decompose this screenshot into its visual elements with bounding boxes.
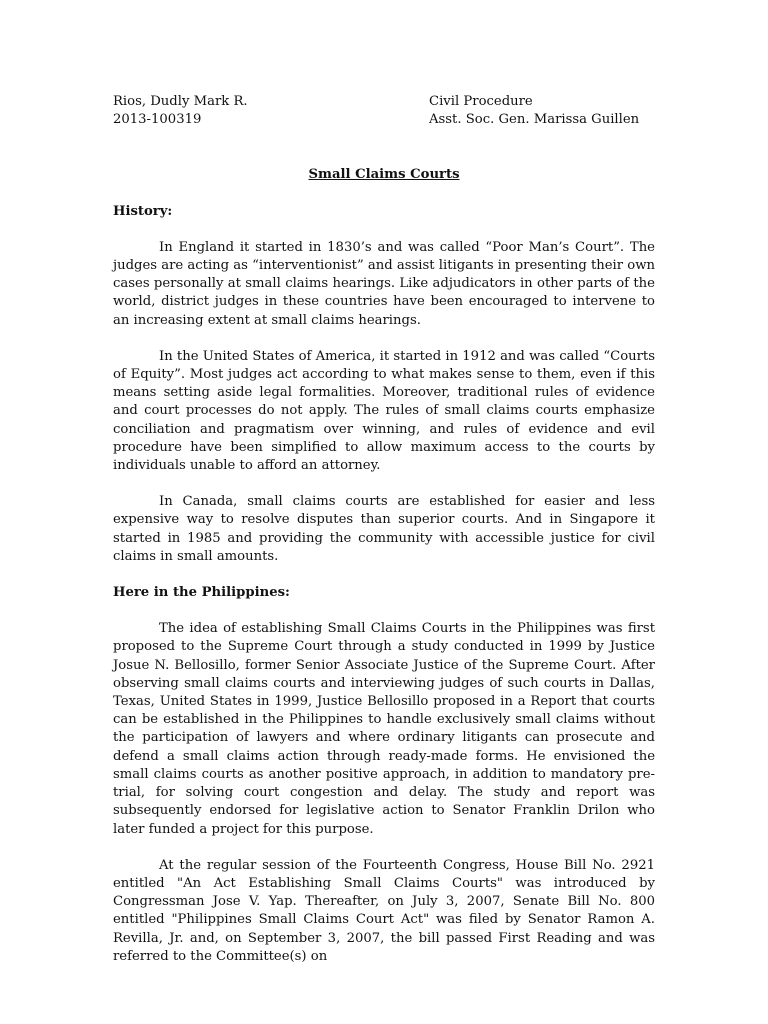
paragraph: In England it started in 1830’s and was called “Poor Man’s Court”. The judges are acting as “interventionist” and assist litigants in presenting their own cases personally at small claims hearings. Like adjudicators in other parts of the world, district judges in these countries have been encouraged to intervene to an increasing extent at small claims hearings.: [113, 239, 655, 328]
document-header: [113, 93, 655, 129]
paragraph: In the United States of America, it started in 1912 and was called “Courts of Equity”. Most judges act according to what makes sense to them, even if this means setting aside legal formalities. Moreover, traditional rules of evidence and court processes do not apply. The rules of small claims courts emphasize conciliation and pragmatism over winning, and rules of evidence and evil procedure have been simplified to allow maximum access to the courts by individuals unable to afford an attorney.: [113, 348, 655, 474]
document-page: [113, 93, 655, 966]
paragraph: At the regular session of the Fourteenth Congress, House Bill No. 2921 entitled "An Act Establishing Small Claims Courts" was introduced by Congressman Jose V. Yap. Thereafter, on July 3, 2007, Senate Bill No. 800 entitled "Philippines Small Claims Court Act" was filed by Senator Ramon A. Revilla, Jr. and, on September 3, 2007, the bill passed First Reading and was referred to the Committee(s) on: [113, 857, 655, 964]
section-heading-philippines: Here in the Philippines:: [113, 585, 290, 601]
author-name: Rios, Dudly Mark R.: [113, 94, 248, 109]
paragraph: The idea of establishing Small Claims Courts in the Philippines was first proposed to the Supreme Court through a study conducted in 1999 by Justice Josue N. Bellosillo, former Senior Associate Justice of the Supreme Court. After observing small claims courts and interviewing judges of such courts in Dallas, Texas, United States in 1999, Justice Bellosillo proposed in a Report that courts can be established in the Philippines to handle exclusively small claims without the participation of lawyers and where ordinary litigants can prosecute and defend a small claims action through ready-made forms. He envisioned the small claims courts as another positive approach, in addition to mandatory pre-trial, for solving court congestion and delay. The study and report was subsequently endorsed for legislative action to Senator Franklin Drilon who later funded a project for this purpose.: [113, 621, 655, 837]
section-heading-history: History:: [113, 203, 173, 219]
header-right: [429, 93, 655, 129]
document-title: Small Claims Courts: [308, 167, 460, 183]
header-left: [113, 93, 248, 129]
student-id: 2013-100319: [113, 112, 202, 128]
paragraph: In Canada, small claims courts are established for easier and less expensive way to resolve disputes than superior courts. And in Singapore it started in 1985 and providing the community with accessible justice for civil claims in small amounts.: [113, 494, 655, 564]
course-name: Civil Procedure: [429, 94, 533, 109]
instructor-name: Asst. Soc. Gen. Marissa Guillen: [429, 112, 640, 128]
